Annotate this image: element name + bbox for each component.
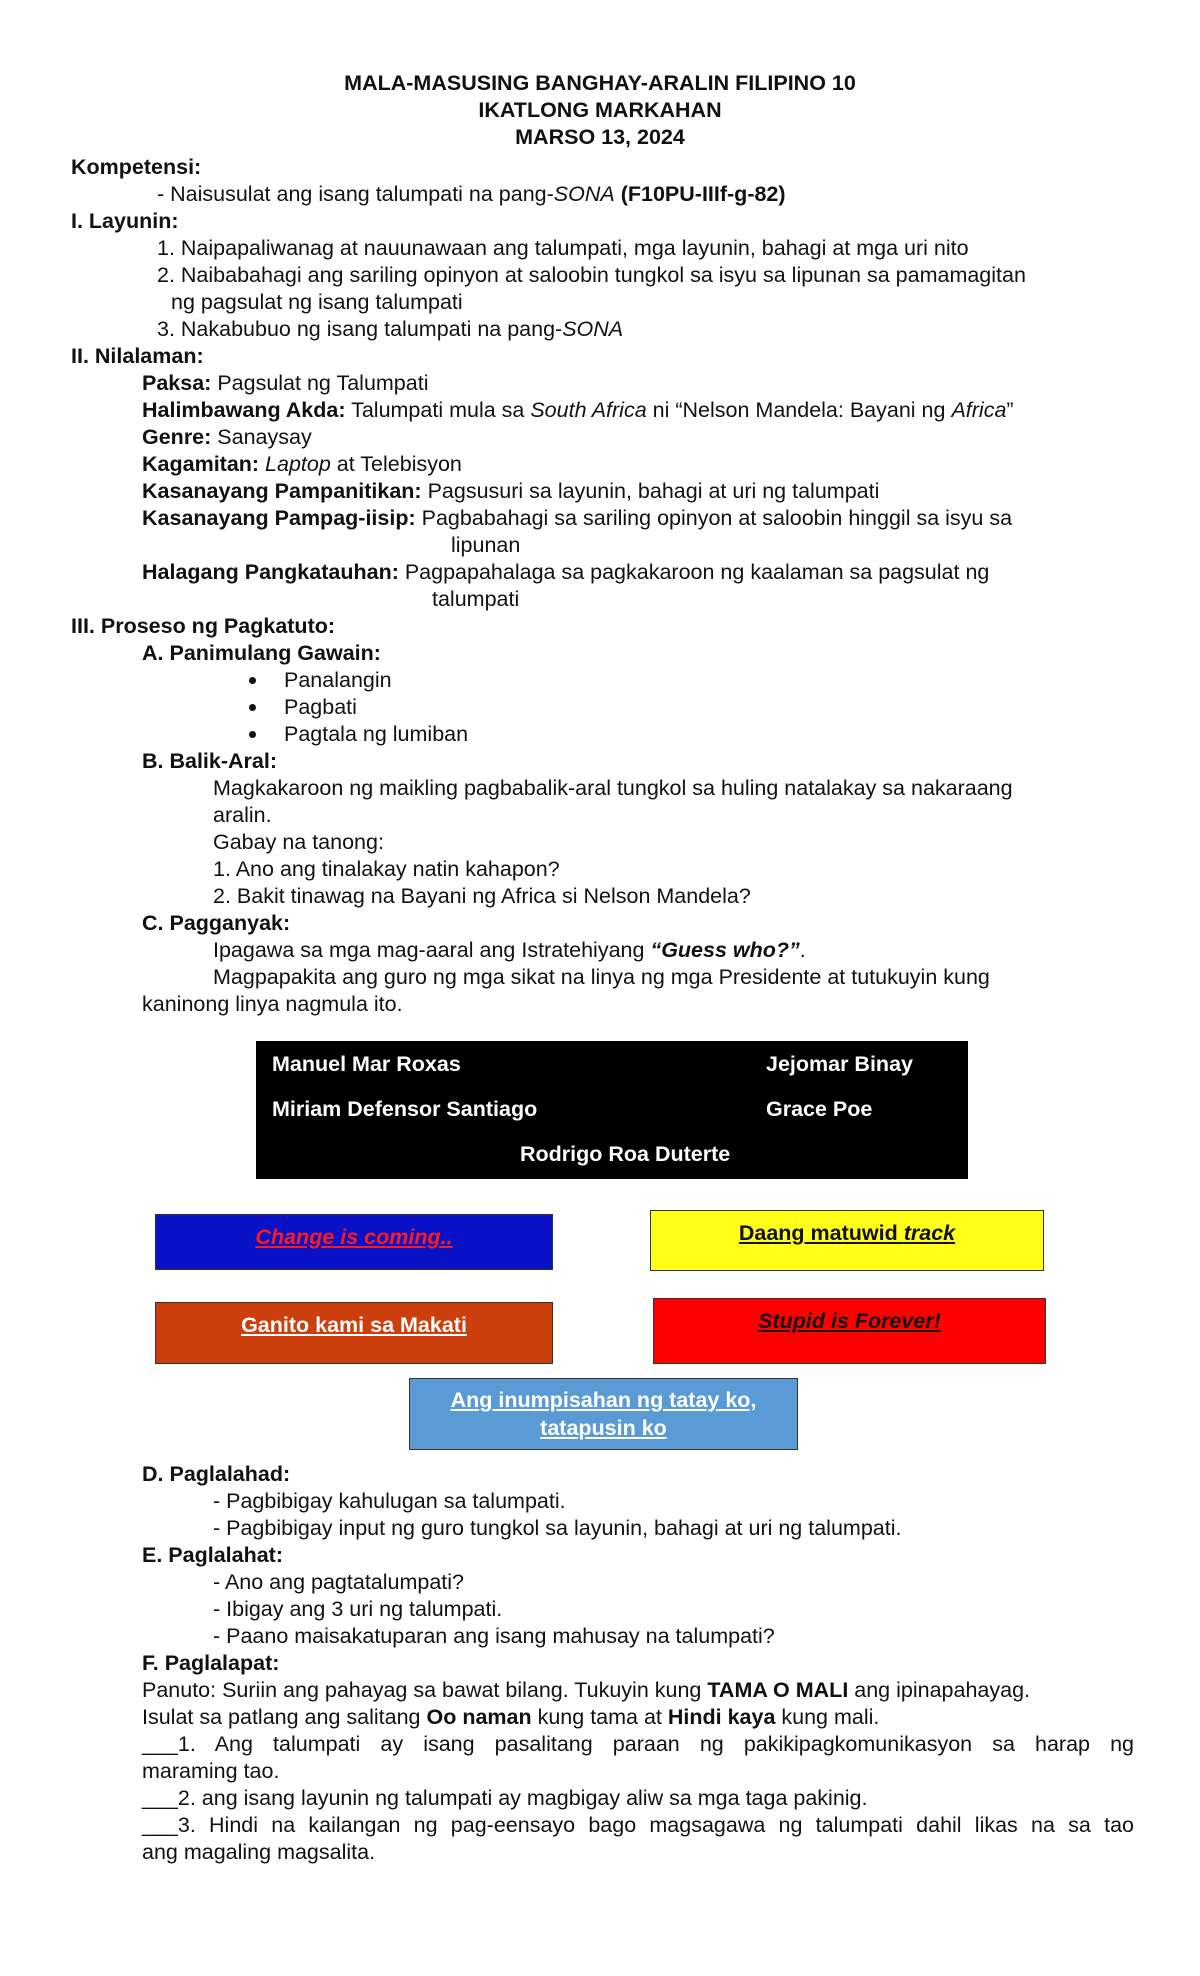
pampagiisip-row	[142, 505, 1012, 532]
pampanitikan-value: Pagsusuri sa layunin, bahagi at uri ng talumpati	[421, 479, 880, 503]
proseso-heading: III. Proseso ng Pagkatuto:	[71, 614, 336, 638]
genre-value: Sanaysay	[211, 425, 312, 449]
kompetensi-item	[157, 181, 786, 208]
layunin-item-3	[157, 316, 623, 343]
quote-text-cont: tatapusin ko	[540, 1416, 667, 1440]
doc-date: MARSO 13, 2024	[515, 125, 685, 149]
panuto-emphasis: TAMA O MALI	[707, 1678, 849, 1702]
quote-box-change-is-coming	[155, 1214, 553, 1270]
section-b-heading: B. Balik-Aral:	[142, 749, 278, 773]
pangkatauhan-label: Halagang Pangkatauhan:	[142, 560, 399, 584]
pampagiisip-value-cont: lipunan	[451, 533, 521, 557]
akda-value-part: ”	[1006, 398, 1014, 422]
panuto-emphasis: Hindi kaya	[667, 1705, 776, 1729]
section-f-heading: F. Paglalapat:	[142, 1651, 280, 1675]
candidate-name: Grace Poe	[766, 1097, 873, 1121]
list-item: Pagtala ng lumiban	[284, 722, 469, 746]
kompetensi-heading: Kompetensi:	[71, 155, 202, 179]
layunin-item-1: 1. Naipapaliwanag at nauunawaan ang talumpati, mga layunin, bahagi at mga uri nito	[157, 236, 969, 260]
panuto-text: kung mali.	[775, 1705, 880, 1729]
panuto-text: kung tama at	[531, 1705, 668, 1729]
kagamitan-row	[142, 451, 462, 478]
layunin-item-2-cont: ng pagsulat ng isang talumpati	[171, 290, 463, 314]
akda-row	[142, 397, 1014, 424]
layunin-heading: I. Layunin:	[71, 209, 179, 233]
kagamitan-laptop: Laptop	[259, 452, 331, 476]
nilalaman-heading: II. Nilalaman:	[71, 344, 204, 368]
pangkatauhan-value: Pagpapahalaga sa pagkakaroon ng kaalaman sa pagsulat ng	[398, 560, 990, 584]
candidate-name: Rodrigo Roa Duterte	[520, 1142, 731, 1166]
pagganyak-line-1	[213, 937, 806, 964]
panuto-line-1	[142, 1677, 1030, 1704]
section-a-heading: A. Panimulang Gawain:	[142, 641, 381, 665]
layunin-item-3-text: 3. Nakabubuo ng isang talumpati na pang-	[157, 317, 563, 341]
panuto-text: Isulat sa patlang ang salitang	[142, 1705, 427, 1729]
quote-box-inumpisahan	[409, 1378, 798, 1450]
section-d-heading: D. Paglalahad:	[142, 1462, 291, 1486]
genre-row	[142, 424, 312, 451]
quote-text: Stupid is Forever!	[758, 1309, 941, 1333]
item-3-cont: ang magaling magsalita.	[142, 1840, 376, 1864]
section-c-heading: C. Pagganyak:	[142, 911, 291, 935]
gabay-label: Gabay na tanong:	[213, 830, 384, 854]
panuto-text: ang ipinapahayag.	[848, 1678, 1031, 1702]
pampagiisip-label: Kasanayang Pampag-iisip:	[142, 506, 416, 530]
paksa-row	[142, 370, 428, 397]
candidate-name: Jejomar Binay	[766, 1052, 913, 1076]
quote-text: Ang inumpisahan ng tatay ko,	[450, 1388, 757, 1412]
layunin-item-3-sona: SONA	[562, 317, 624, 341]
list-item: - Paano maisakatuparan ang isang mahusay na talumpati?	[213, 1624, 775, 1648]
pagganyak-line-3: kaninong linya nagmula ito.	[142, 992, 403, 1016]
pangkatauhan-value-cont: talumpati	[432, 587, 520, 611]
quote-box-daang-matuwid	[650, 1210, 1044, 1271]
list-item: - Pagbibigay kahulugan sa talumpati.	[213, 1489, 566, 1513]
pangkatauhan-row	[142, 559, 989, 586]
akda-value-part: Talumpati mula sa	[345, 398, 531, 422]
kompetensi-sona: SONA	[553, 182, 615, 206]
akda-value-part: Africa	[951, 398, 1007, 422]
presidents-name-box	[256, 1041, 968, 1179]
list-item: - Ibigay ang 3 uri ng talumpati.	[213, 1597, 503, 1621]
section-e-heading: E. Paglalahat:	[142, 1543, 283, 1567]
gabay-question-2: 2. Bakit tinawag na Bayani ng Africa si Nelson Mandela?	[213, 884, 751, 908]
gabay-question-1: 1. Ano ang tinalakay natin kahapon?	[213, 857, 560, 881]
item-3: ___3. Hindi na kailangan ng pag-eensayo bago magsagawa ng talumpati dahil likas na sa tao	[142, 1813, 1134, 1837]
doc-title: MALA-MASUSING BANGHAY-ARALIN FILIPINO 10	[344, 71, 856, 95]
kompetensi-text: - Naisusulat ang isang talumpati na pang-	[157, 182, 554, 206]
panuto-line-2	[142, 1704, 879, 1731]
list-item: - Ano ang pagtatalumpati?	[213, 1570, 465, 1594]
akda-label: Halimbawang Akda:	[142, 398, 346, 422]
candidate-name: Miriam Defensor Santiago	[272, 1097, 538, 1121]
list-item: Panalangin	[284, 668, 392, 692]
kompetensi-code: (F10PU-IIIf-g-82)	[614, 182, 786, 206]
paksa-label: Paksa:	[142, 371, 212, 395]
kagamitan-rest: at Telebisyon	[330, 452, 462, 476]
item-1-cont: maraming tao.	[142, 1759, 280, 1783]
strategy-name: “Guess who?”	[650, 938, 800, 962]
pagganyak-period: .	[799, 938, 806, 962]
list-item: Pagbati	[284, 695, 357, 719]
bullet-icon	[249, 704, 256, 711]
pampanitikan-row	[142, 478, 879, 505]
balik-aral-text-cont: aralin.	[213, 803, 272, 827]
akda-value-part: South Africa	[530, 398, 647, 422]
pagganyak-text: Ipagawa sa mga mag-aaral ang Istratehiyang	[213, 938, 651, 962]
balik-aral-text: Magkakaroon ng maikling pagbabalik-aral tungkol sa huling natalakay sa nakaraang	[213, 776, 1013, 800]
quote-text: Change is coming..	[255, 1225, 453, 1249]
doc-subtitle-quarter: IKATLONG MARKAHAN	[478, 98, 722, 122]
quote-text-italic: track	[903, 1221, 956, 1245]
kagamitan-label: Kagamitan:	[142, 452, 260, 476]
bullet-icon	[249, 731, 256, 738]
paksa-value: Pagsulat ng Talumpati	[211, 371, 429, 395]
item-1: ___1. Ang talumpati ay isang pasalitang paraan ng pakikipagkomunikasyon sa harap ng	[142, 1732, 1134, 1756]
bullet-icon	[249, 677, 256, 684]
panuto-text: Panuto: Suriin ang pahayag sa bawat bilang. Tukuyin kung	[142, 1678, 708, 1702]
item-2: ___2. ang isang layunin ng talumpati ay magbigay aliw sa mga taga pakinig.	[142, 1786, 868, 1810]
candidate-name: Manuel Mar Roxas	[272, 1052, 461, 1076]
quote-box-stupid-is-forever	[653, 1298, 1046, 1364]
panuto-emphasis: Oo naman	[426, 1705, 532, 1729]
pampanitikan-label: Kasanayang Pampanitikan:	[142, 479, 422, 503]
pampagiisip-value: Pagbabahagi sa sariling opinyon at saloobin hinggil sa isyu sa	[415, 506, 1013, 530]
quote-text: Daang matuwid	[738, 1221, 904, 1245]
pagganyak-line-2: Magpapakita ang guro ng mga sikat na linya ng mga Presidente at tutukuyin kung	[213, 965, 990, 989]
layunin-item-2: 2. Naibabahagi ang sariling opinyon at saloobin tungkol sa isyu sa lipunan sa pamamagitan	[157, 263, 1026, 287]
list-item: - Pagbibigay input ng guro tungkol sa layunin, bahagi at uri ng talumpati.	[213, 1516, 902, 1540]
quote-box-ganito-kami	[155, 1302, 553, 1364]
genre-label: Genre:	[142, 425, 212, 449]
akda-value-part: ni “Nelson Mandela: Bayani ng	[646, 398, 952, 422]
quote-text: Ganito kami sa Makati	[241, 1313, 467, 1337]
